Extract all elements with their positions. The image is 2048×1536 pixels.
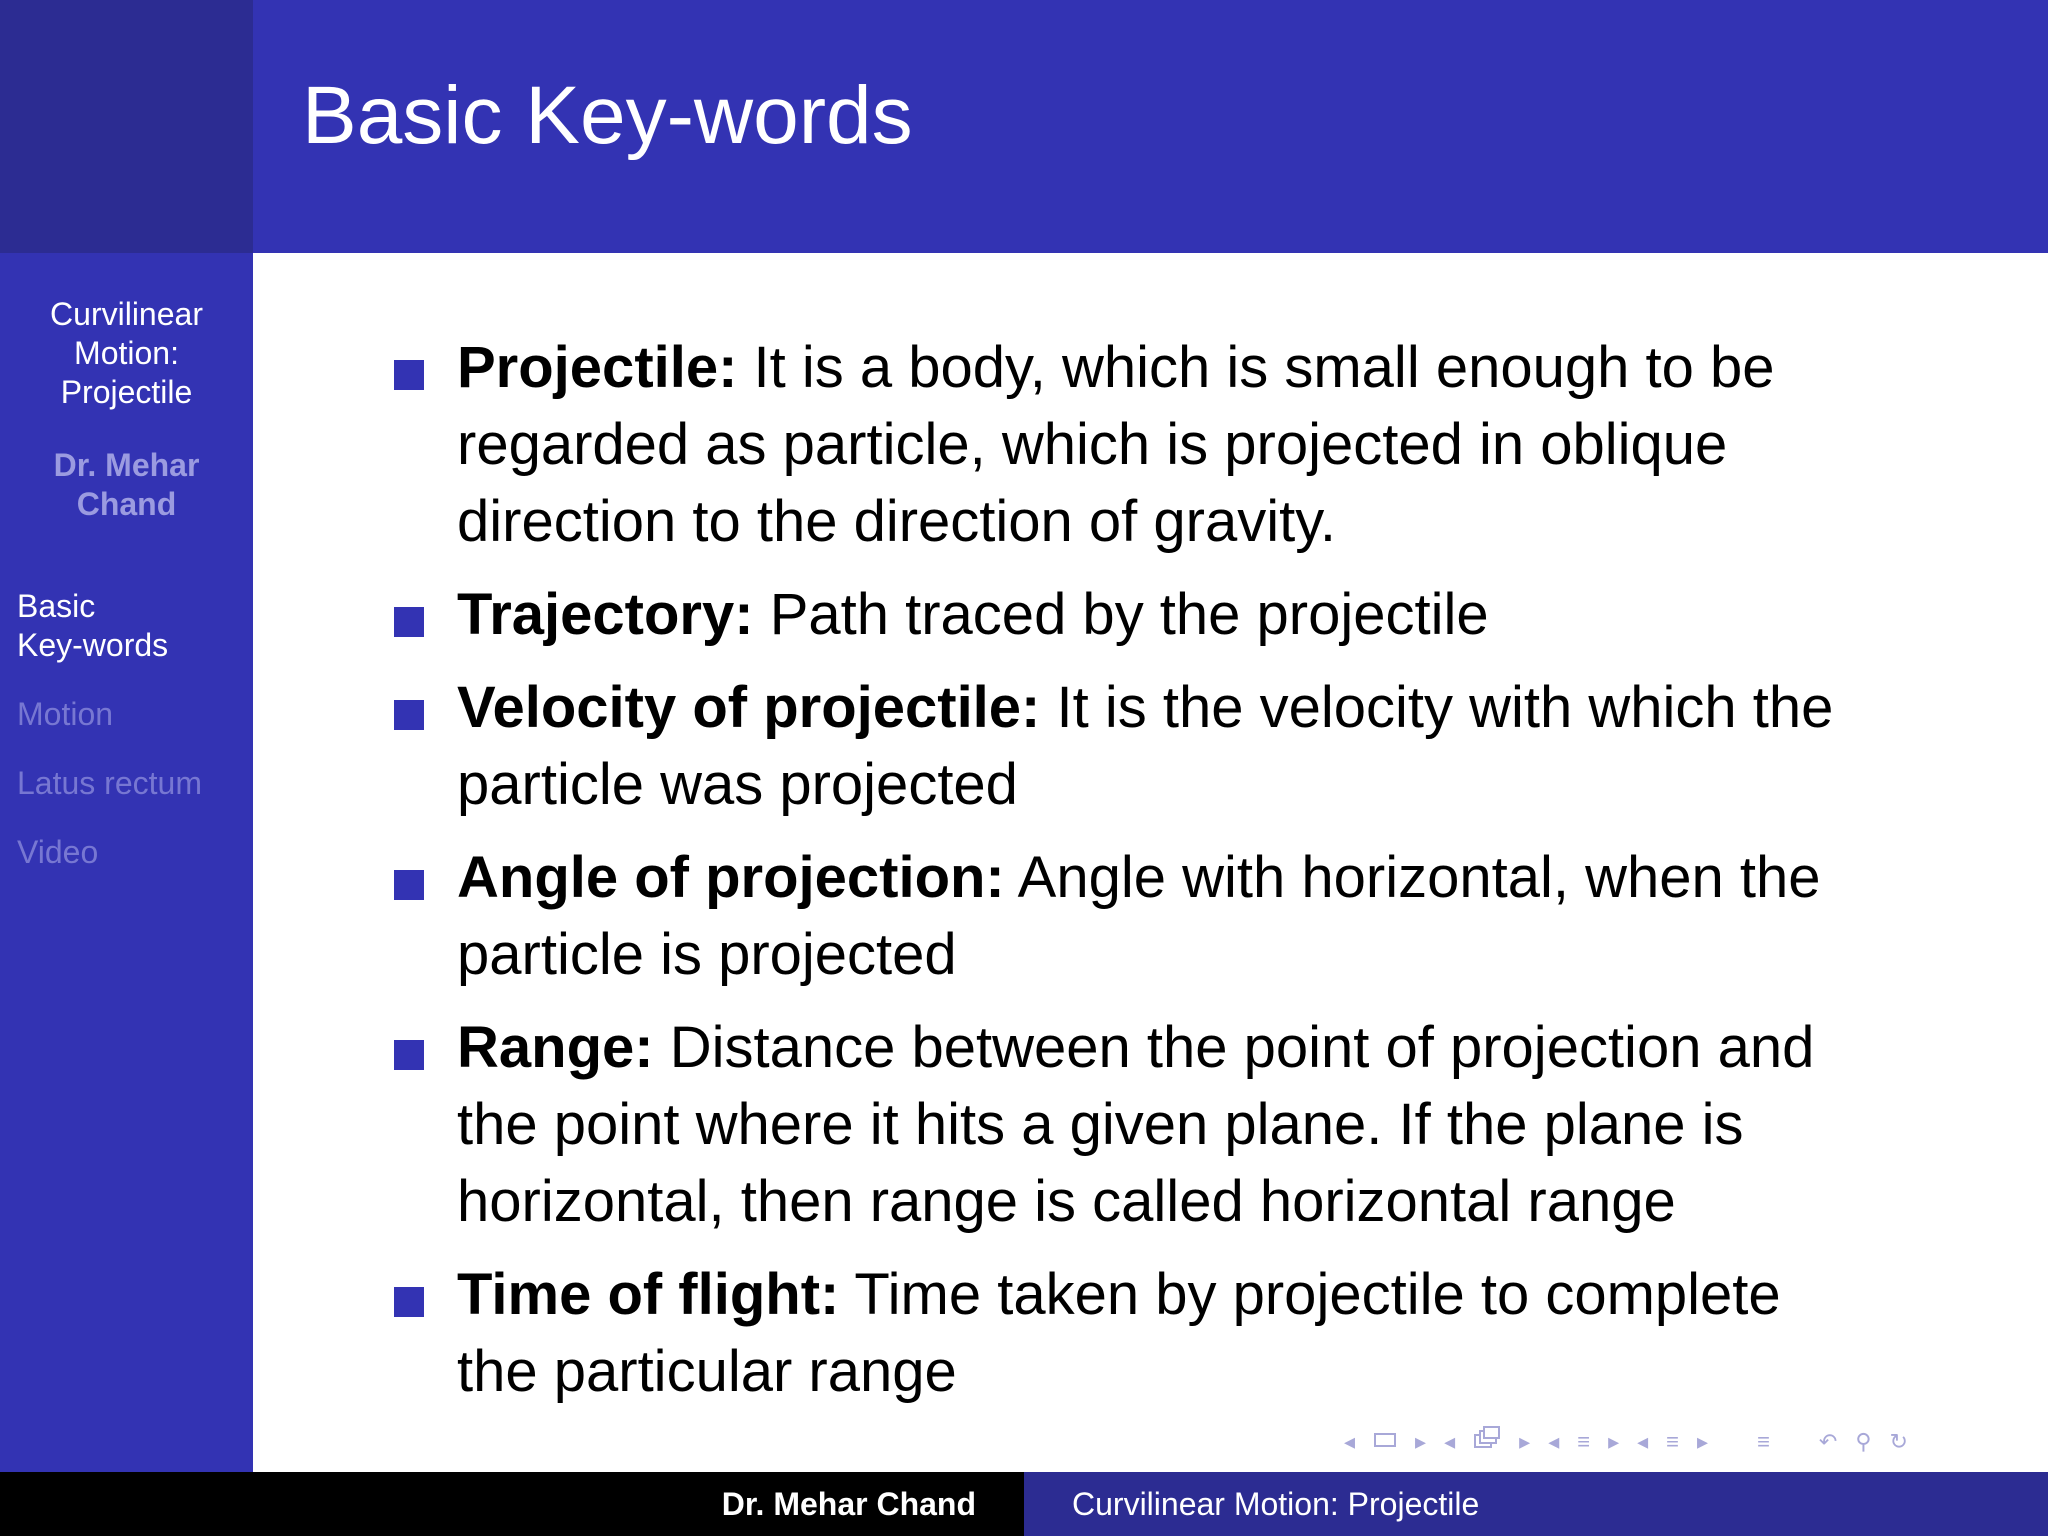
item-term: Time of flight: — [457, 1262, 840, 1327]
sidebar-author[interactable] — [0, 446, 253, 524]
list-item — [391, 576, 2031, 653]
footer-title: Curvilinear Motion: Projectile — [1024, 1472, 2048, 1536]
square-bullet-icon — [394, 1040, 424, 1070]
list-item — [391, 1009, 2031, 1240]
section-icon[interactable]: ≡ — [1577, 1429, 1591, 1454]
sidebar-presentation-title[interactable] — [0, 295, 253, 412]
subsection-icon[interactable]: ≡ — [1666, 1429, 1680, 1454]
slide-header — [253, 0, 2048, 253]
item-term: Projectile: — [457, 335, 738, 400]
list-item — [391, 839, 2031, 993]
arrow-left-icon[interactable]: ◂ — [1444, 1429, 1456, 1454]
square-bullet-icon — [394, 870, 424, 900]
item-term: Range: — [457, 1015, 654, 1080]
item-text: Time taken by projectile to complete — [839, 1262, 1781, 1327]
item-text: Angle with horizontal, when the — [1004, 845, 1821, 910]
frame-icon[interactable] — [1373, 1426, 1397, 1458]
slide-footer — [0, 1472, 2048, 1536]
sidebar-title-line: Motion: — [74, 335, 179, 371]
square-bullet-icon — [394, 360, 424, 390]
arrow-right-icon[interactable]: ▸ — [1519, 1429, 1531, 1454]
item-line: the point where it hits a given plane. If the plane is — [457, 1092, 1744, 1157]
item-line: particle was projected — [457, 752, 1018, 817]
item-line — [457, 1009, 2031, 1086]
keyword-list — [391, 329, 2031, 1426]
item-text: It is the velocity with which the — [1040, 675, 1834, 740]
sidebar — [0, 253, 253, 1472]
item-line: horizontal, then range is called horizontal range — [457, 1169, 1676, 1234]
undo-icon[interactable]: ↶ — [1818, 1429, 1838, 1454]
sidebar-item-basic-key-words[interactable] — [17, 587, 247, 665]
arrow-left-icon[interactable]: ◂ — [1548, 1429, 1560, 1454]
beamer-navigation-bar — [1335, 1426, 1917, 1458]
item-term: Angle of projection: — [457, 845, 1005, 910]
item-line: the particular range — [457, 1339, 957, 1404]
item-line — [457, 669, 2031, 746]
list-item — [391, 669, 2031, 823]
sidebar-title-line: Projectile — [60, 374, 193, 410]
search-icon[interactable]: ⚲ — [1855, 1429, 1872, 1454]
list-item — [391, 329, 2031, 560]
footer-author: Dr. Mehar Chand — [0, 1472, 1024, 1536]
square-bullet-icon — [394, 607, 424, 637]
item-term: Trajectory: — [457, 582, 754, 647]
sidebar-author-line: Dr. Mehar — [53, 447, 200, 483]
list-item — [391, 1256, 2031, 1410]
arrow-right-icon[interactable]: ▸ — [1697, 1429, 1709, 1454]
item-line: regarded as particle, which is projected in oblique — [457, 412, 1728, 477]
sidebar-item-latus-rectum[interactable] — [17, 764, 247, 803]
arrow-left-icon[interactable]: ◂ — [1637, 1429, 1649, 1454]
sidebar-title-line: Curvilinear — [50, 296, 203, 332]
sidebar-nav — [17, 587, 247, 902]
sidebar-item-label: Key-words — [17, 627, 169, 663]
align-icon[interactable]: ≡ — [1757, 1429, 1770, 1454]
sidebar-item-label: Video — [17, 834, 99, 870]
item-line — [457, 329, 2031, 406]
square-bullet-icon — [394, 700, 424, 730]
sidebar-item-video[interactable] — [17, 833, 247, 872]
arrow-left-icon[interactable]: ◂ — [1344, 1429, 1356, 1454]
item-line — [457, 576, 2031, 653]
slide-content — [253, 253, 2048, 1472]
redo-icon[interactable]: ↻ — [1889, 1429, 1908, 1454]
square-bullet-icon — [394, 1287, 424, 1317]
item-line: direction to the direction of gravity. — [457, 489, 1337, 554]
slide-title: Basic Key-words — [302, 70, 913, 161]
sidebar-item-label: Motion — [17, 696, 114, 732]
item-text: Path traced by the projectile — [753, 582, 1489, 647]
item-line — [457, 1256, 2031, 1333]
sidebar-item-label: Latus rectum — [17, 765, 202, 801]
arrow-right-icon[interactable]: ▸ — [1415, 1429, 1427, 1454]
sidebar-item-label: Basic — [17, 588, 96, 624]
arrow-right-icon[interactable]: ▸ — [1608, 1429, 1620, 1454]
item-line — [457, 839, 2031, 916]
slides-icon[interactable] — [1473, 1426, 1501, 1459]
item-text: It is a body, which is small enough to be — [737, 335, 1775, 400]
header-corner — [0, 0, 253, 253]
item-term: Velocity of projectile: — [457, 675, 1041, 740]
sidebar-item-motion[interactable] — [17, 695, 247, 734]
item-line: particle is projected — [457, 922, 957, 987]
sidebar-author-line: Chand — [76, 486, 177, 522]
item-text: Distance between the point of projection and — [653, 1015, 1815, 1080]
